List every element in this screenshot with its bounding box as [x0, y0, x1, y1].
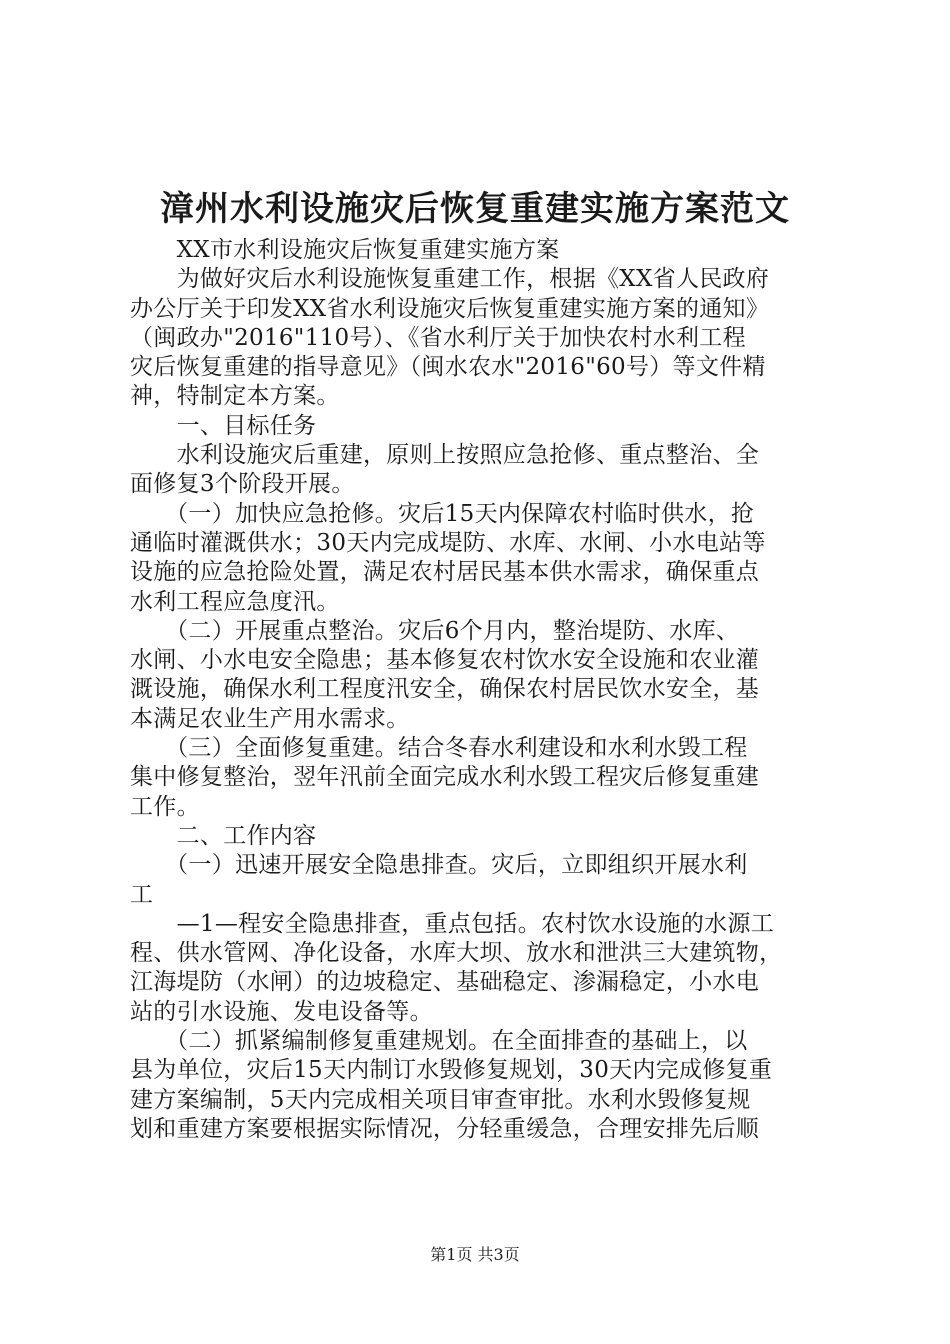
body-text-line: 灾后恢复重建的指导意见》（闽水农水"2016"60号）等文件精: [130, 354, 766, 381]
body-text-line: 神，特制定本方案。: [130, 383, 340, 410]
body-text-line: 县为单位，灾后15天内制订水毁修复规划，30天内完成修复重: [130, 1057, 773, 1084]
body-text-line: 工作。: [130, 793, 200, 820]
body-text-line: 为做好灾后水利设施恢复重建工作，根据《XX省人民政府: [130, 266, 770, 293]
page-footer: 第1页 共3页: [430, 1245, 520, 1264]
body-text-line: 设施的应急抢险处置，满足农村居民基本供水需求，确保重点: [130, 559, 760, 586]
body-text-line: 面修复3个阶段开展。: [130, 471, 355, 498]
body-text-line: 办公厅关于印发XX省水利设施灾后恢复重建实施方案的通知》: [130, 295, 770, 322]
body-text-line: 站的引水设施、发电设备等。: [130, 998, 433, 1025]
body-text-line: （三）全面修复重建。结合冬春水利建设和水利水毁工程: [130, 735, 748, 762]
body-text-line: 建方案编制，5天内完成相关项目审查审批。水利水毁修复规: [130, 1086, 751, 1113]
body-text-line: 二、工作内容: [130, 822, 317, 849]
body-text-line: 溉设施，确保水利工程度汛安全，确保农村居民饮水安全，基: [130, 676, 760, 703]
body-text-line: 本满足农业生产用水需求。: [130, 705, 410, 732]
body-text-line: 水利工程应急度汛。: [130, 588, 340, 615]
body-text-line: 水利设施灾后重建，原则上按照应急抢修、重点整治、全: [130, 442, 760, 469]
document-title: 漳州水利设施灾后恢复重建实施方案范文: [160, 189, 790, 229]
body-text-line: （一）加快应急抢修。灾后15天内保障农村临时供水，抢: [130, 500, 755, 527]
body-text-line: —1—程安全隐患排查，重点包括。农村饮水设施的水源工: [130, 910, 775, 937]
body-text-line: （一）迅速开展安全隐患排查。灾后，立即组织开展水利: [130, 852, 748, 879]
document-body: [130, 236, 838, 1144]
body-text-line: （二）开展重点整治。灾后6个月内，整治堤防、水库、: [130, 617, 740, 644]
body-text-line: 通临时灌溉供水；30天内完成堤防、水库、水闸、小水电站等: [130, 529, 766, 556]
body-text-line: （闽政办"2016"110号）、《省水利厅关于加快农村水利工程: [130, 324, 746, 351]
body-text-line: 江海堤防（水闸）的边坡稳定、基础稳定、渗漏稳定，小水电: [130, 969, 760, 996]
body-text-line: 划和重建方案要根据实际情况，分轻重缓急，合理安排先后顺: [130, 1115, 760, 1142]
body-text-line: 程、供水管网、净化设备，水库大坝、放水和泄洪三大建筑物，: [130, 940, 783, 967]
body-text-line: 水闸、小水电安全隐患；基本修复农村饮水安全设施和农业灌: [130, 647, 760, 674]
body-text-line: 一、目标任务: [130, 412, 317, 439]
body-text-line: XX市水利设施灾后恢复重建实施方案: [130, 237, 560, 263]
body-text-line: （二）抓紧编制修复重建规划。在全面排查的基础上，以: [130, 1028, 748, 1055]
body-text-line: 工: [130, 881, 154, 908]
body-text-line: 集中修复整治，翌年汛前全面完成水利水毁工程灾后修复重建: [130, 764, 760, 791]
